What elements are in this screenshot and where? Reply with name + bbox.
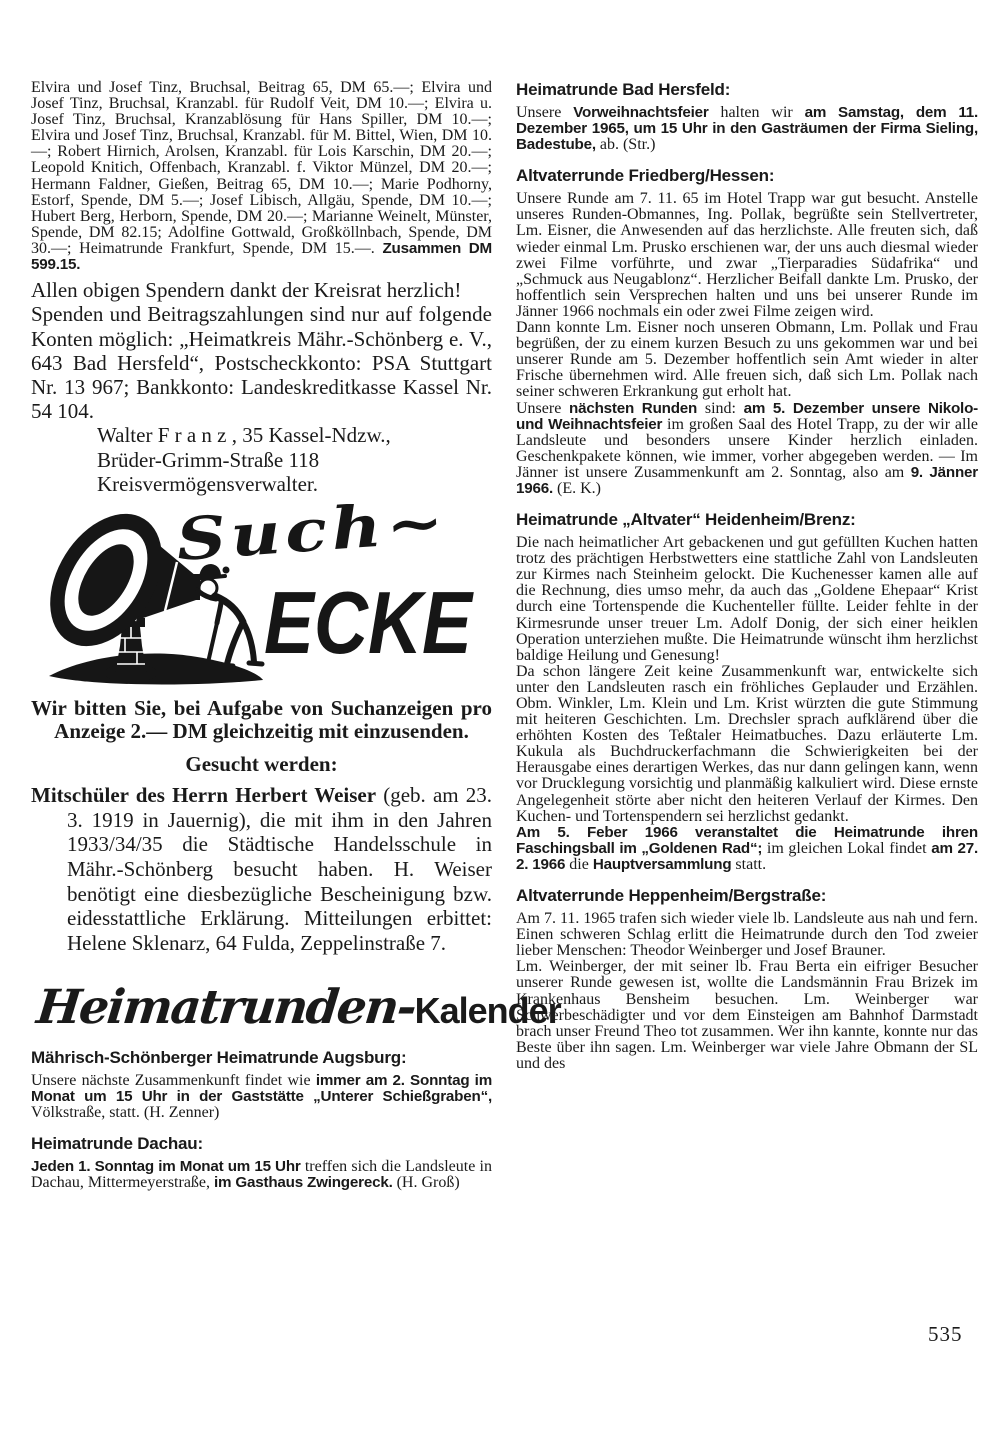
section-heading: Heimatrunde „Altvater“ Heidenheim/Brenz: xyxy=(516,510,856,530)
donor-list-paragraph: Elvira und Josef Tinz, Bruchsal, Beitrag 65, DM 65.—; Elvira und Josef Tinz, Bruchsal, Kranzabl. für Rudolf Veit, DM 10.—; Elvira u. Josef Tinz, Bruchsal, Kranzablösung für Hans Spiller, DM 10.—; Elvira und Josef Tinz, Bruchsal, Kranzabl. für M. Bittel, Wien, DM 10.—; Robert Hirnich, Arolsen, Kranzabl. für Lois Karschin, DM 20.—; Leopold Knitich, Offenbach, Kranzabl. f. Viktor Münzel, DM 20.—; Hermann Faldner, Gießen, Beitrag 65, DM 10.—; Marie Podhorny, Estorf, Spende, DM 5.—; Josef Libisch, Allgäu, Spende, DM 10.—; Hubert Berg, Herborn, Spende, DM 20.—; Marianne Weinelt, Münster, Spende, DM 82.15; Adolfine Gottwald, Großköllnbach, Spende, DM 30.—; Heimatrunde Frankfurt, Spende, DM 15.—. Zusammen DM 599.15. xyxy=(31,79,493,274)
section-paragraph: Am 5. Feber 1966 veranstaltet die Heimatrunde ihren Faschingsball im „Goldenen Rad“; im gleichen Lokal findet am 27. 2. 1966 die Hauptversammlung statt. xyxy=(516,823,978,873)
section-augsburg xyxy=(31,1048,492,1121)
calendar-title-script: Heimatrunden- xyxy=(34,979,418,1035)
signature-block xyxy=(97,423,492,496)
section-heading: Mährisch-Schönberger Heimatrunde Augsburg: xyxy=(31,1047,407,1067)
section-dachau xyxy=(31,1134,492,1191)
man-figure xyxy=(193,564,262,667)
section-heading: Heimatrunde Dachau: xyxy=(31,1134,203,1154)
page-number: 535 xyxy=(928,1322,963,1346)
right-column xyxy=(516,80,978,1072)
calendar-title xyxy=(34,979,561,1035)
section-heppenheim xyxy=(516,886,978,1072)
section-paragraph: Lm. Weinberger, der mit seiner lb. Frau Berta ein eifriger Besucher unserer Runde gewesen ist, wollte die Landsmännin Frau Brizek im Krankenhaus Bensheim besuchen. Lm. Weinberger war Schwerbeschädigter und vor dem Einsteigen am Bahnhof Darmstadt brach unser Freund Theo tot zusammen. Wer ihn kannte, konnte nur das Beste über ihn sagen. Lm. Weinberger war viele Jahre Obmann der SL und des xyxy=(516,958,978,1072)
section-paragraph: Da schon längere Zeit keine Zusammenkunft war, entwickelte sich unter den Landsleuten rasch ein fröhliches Geplauder und Erzählen. Obm. Winkler, Lm. Klein und Lm. Krist würzten die gute Stimmung mit heiteren Geschichten. Lm. Drechsler sprach aufklärend über die erhöhten Kosten des Teßtaler Heimatbuches. Dazu erläuterte Lm. Kukula als Buchdruckerfachmann die Schwierigkeiten bei der Herausgabe eines derartigen Werkes, das nur dann gelingen kann, wenn vor Drucklegung vorsichtig und planmäßig kalkuliert wird. Diese ernste Angelegenheit störte aber nicht den heiteren Verlauf der Kirmes. Den Kuchen- und Tortenspendern sei herzlichst gedankt. xyxy=(516,662,978,825)
gesucht-heading: Gesucht werden: xyxy=(185,751,338,776)
section-paragraph: Unsere Runde am 7. 11. 65 im Hotel Trapp war gut besucht. Anstelle unseres Runden-Obmannes, Ing. Pollak, begrüßte sein Stellvertreter, Lm. Eisner, die Anwesenden auf das herzlichste. Alle freuten sich, daß wieder einmal Lm. Prusko erschienen war, der uns auch diesmal wieder zwei Filme vorführte, und zwar „Tierparadies Südafrika“ und „Schmuck aus Neugablonz“. Herzlicher Beifall dankte Lm. Prusko, der hoffentlich sein Versprechen halten und uns bei unserer Runde im Jänner 1966 nochmals ein oder zwei Filme zeigen wird. xyxy=(516,190,978,320)
notice-paragraph: Wir bitten Sie, bei Aufgabe von Suchanzeigen pro Anzeige 2.— DM gleichzeitig mit einzusenden. xyxy=(31,695,492,744)
section-paragraph: Die nach heimatlicher Art gebackenen und gut gefüllten Kuchen hatten trotz des prächtigen Herbstwetters eine stattliche Zahl von Landsleuten zur Kirmes nach Steinheim gelockt. Die Kuchenesser kamen alle auf die Rechnung, dies umso mehr, da auch das „Goldene Ehepaar“ Krist durch eine Tortenspende die Kuchenteller füllte. Leider fehlte in der Kirmesrunde unser treuer Lm. Adolf Donig, der sich einer heiklen Operation unterziehen mußte. Die Heimatrunde wünscht ihm herzlichst baldige Heilung und Genesung! xyxy=(516,534,978,664)
calendar-title-rest: Kalender xyxy=(414,989,561,1031)
section-heidenheim xyxy=(516,510,978,873)
section-paragraph: Dann konnte Lm. Eisner noch unseren Obmann, Lm. Pollak und Frau begrüßen, der zu einem kurzen Besuch zu uns gekommen war und bei unserer Runde am 5. Dezember hoffentlich sein Amt wieder in alter Frische übernehmen wird. Alle freuen sich, daß sich Lm. Pollak nach seiner schweren Erkrankung gut erholt hat. xyxy=(516,319,978,401)
script-word: Such~ xyxy=(174,503,409,574)
search-ad-paragraph: Mitschüler des Herrn Herbert Weiser (geb. am 23. 3. 1919 in Jauernig), die mit ihm in den Jahren 1933/34/35 die Städtische Handelsschule in Mähr.-Schönberg besucht haben. H. Weiser benötigt eine diesbezügliche Bescheinigung bzw. eidesstattliche Erklärung. Mitteilungen erbittet: Helene Sklenarz, 64 Fulda, Zeppelinstraße 7. xyxy=(31,782,492,956)
thanks-paragraph: Allen obigen Spendern dankt der Kreisrat herzlich! xyxy=(31,278,462,303)
block-word: ECKE xyxy=(264,572,474,672)
section-paragraph: Jeden 1. Sonntag im Monat um 15 Uhr treffen sich die Landsleute in Dachau, Mittermeyerstraße, im Gasthaus Zwingereck. (H. Groß) xyxy=(31,1158,492,1192)
section-bad-hersfeld xyxy=(516,80,978,153)
signature-line: Walter F r a n z , 35 Kassel-Ndzw., xyxy=(97,423,391,448)
section-heading: Heimatrunde Bad Hersfeld: xyxy=(516,80,731,99)
telescope-man-illustration xyxy=(31,504,492,686)
section-heading: Altvaterrunde Friedberg/Hessen: xyxy=(516,166,775,186)
section-paragraph: Unsere Vorweihnachtsfeier halten wir am Samstag, dem 11. Dezember 1965, um 15 Uhr in den Gasträumen der Firma Sieling, Badestube, ab. (Str.) xyxy=(516,104,979,154)
section-paragraph: Unsere nächsten Runden sind: am 5. Dezember unsere Nikolo- und Weihnachtsfeier im großen Saal des Hotel Trapp, zu der wir alle Landsleute und besonders unsere Kinder herzlich einladen. Geschenkpakete können, wie immer, vorher abgegeben werden. — Im Jänner ist unsere Zusammenkunft am 2. Sonntag, also am 9. Jänner 1966. (E. K.) xyxy=(516,399,979,497)
signature-line: Brüder-Grimm-Straße 118 xyxy=(97,447,320,472)
left-column xyxy=(31,79,561,1192)
signature-line: Kreisvermögensverwalter. xyxy=(97,471,319,496)
section-paragraph: Am 7. 11. 1965 trafen sich wieder viele lb. Landsleute aus nah und fern. Einen schweren Schlag erlitt die Heimatrunde durch den Tod zweier lieber Menschen: Theodor Weinberger und Josef Brauner. xyxy=(516,910,978,960)
section-friedberg xyxy=(516,166,978,497)
section-paragraph: Unsere nächste Zusammenkunft findet wie immer am 2. Sonntag im Monat um 15 Uhr in der Gaststätte „Unterer Schießgraben“, Völkstraße, statt. (H. Zenner) xyxy=(31,1071,492,1122)
section-heading: Altvaterrunde Heppenheim/Bergstraße: xyxy=(516,886,827,906)
such-ecke-illustration xyxy=(31,504,492,691)
bank-accounts-paragraph: Spenden und Beitragszahlungen sind nur auf folgende Konten möglich: „Heimatkreis Mähr.-Schönberg e. V., 643 Bad Hersfeld“, Postscheckkonto: PSA Stuttgart Nr. 13 967; Bankkonto: Landeskreditkasse Kassel Nr. 54 104. xyxy=(31,302,492,424)
